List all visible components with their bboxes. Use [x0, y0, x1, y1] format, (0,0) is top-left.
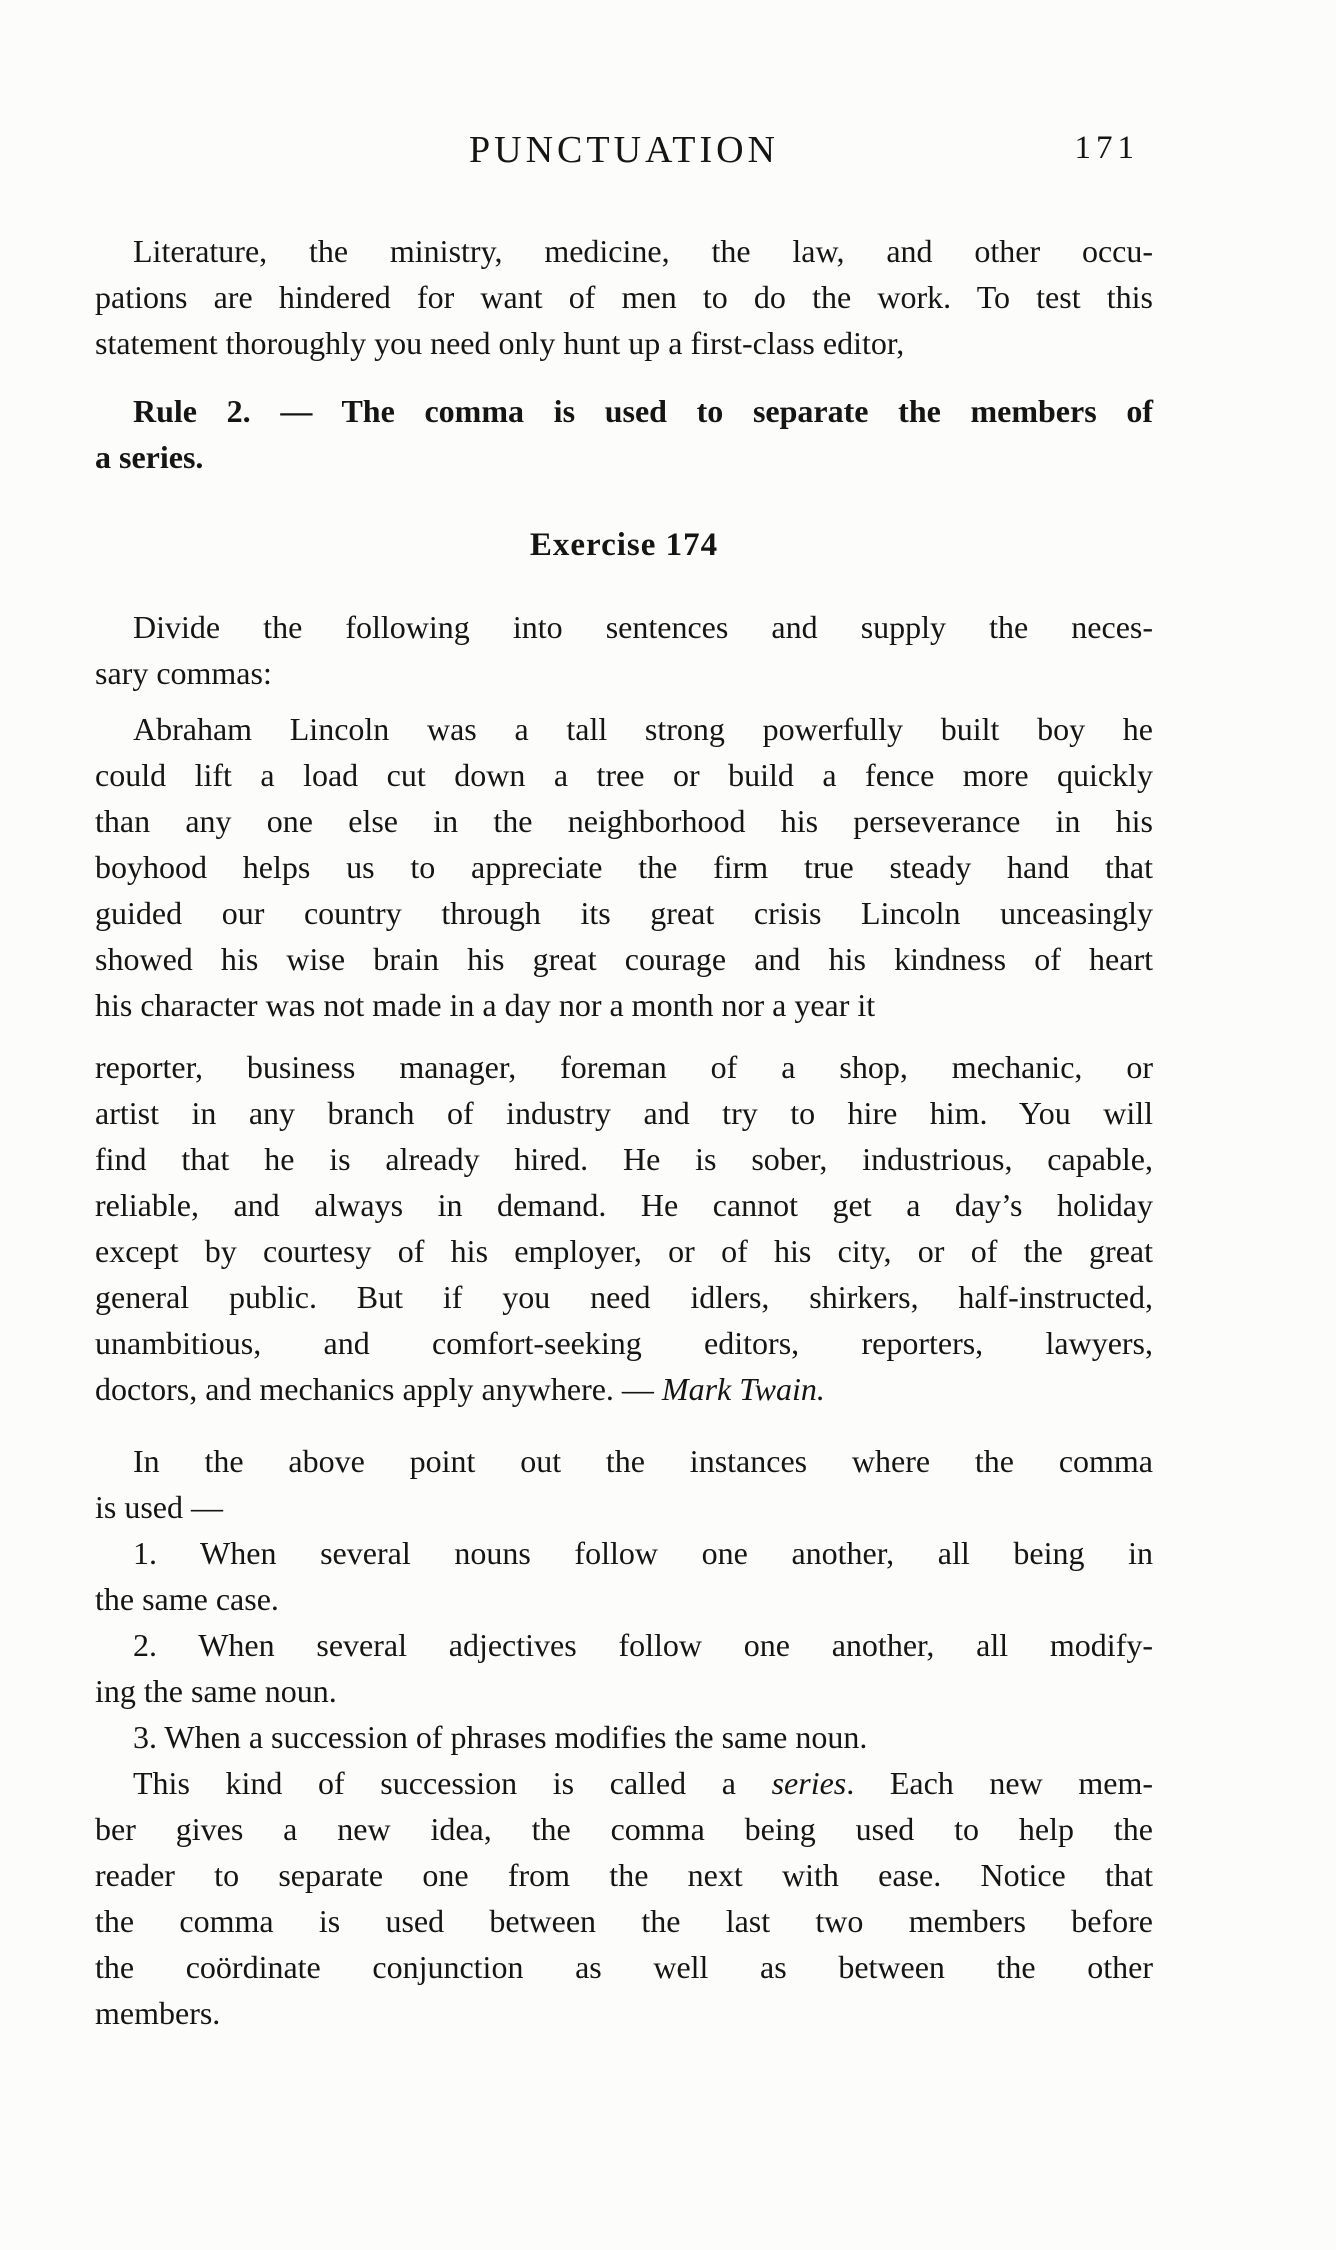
usage-item-3 — [95, 1714, 1153, 1760]
text-line: In the above point out the instances where the comma — [133, 1443, 1153, 1479]
text-line: reliable, and always in demand. He cannot get a day’s holiday — [95, 1187, 1153, 1223]
text-line: is used — — [95, 1489, 223, 1525]
text-column — [95, 128, 1153, 2036]
text-line: reporter, business manager, foreman of a shop, mechanic, or — [95, 1049, 1153, 1085]
page-title: PUNCTUATION — [469, 129, 779, 171]
page-number: 171 — [1074, 130, 1139, 166]
text-line: 1. When several nouns follow one another, all being in — [133, 1535, 1153, 1571]
text-line: general public. But if you need idlers, shirkers, half-instructed, — [95, 1279, 1153, 1315]
text-line: ing the same noun. — [95, 1673, 337, 1709]
text-line: 2. When several adjectives follow one another, all modify- — [133, 1627, 1153, 1663]
series-explanation-paragraph — [95, 1760, 1153, 2036]
twain-quotation-paragraph — [95, 1044, 1153, 1412]
text-line: artist in any branch of industry and try to hire him. You will — [95, 1095, 1153, 1131]
text-line: 3. When a succession of phrases modifies the same noun. — [133, 1719, 868, 1755]
text-line: This kind of succession is called a series. Each new mem- — [133, 1765, 1154, 1801]
text-line: statement thoroughly you need only hunt up a first-class editor, — [95, 325, 905, 361]
text-line: Rule 2. — The comma is used to separate the members of — [133, 393, 1153, 429]
exercise-heading: Exercise 174 — [529, 527, 719, 563]
text-line: sary commas: — [95, 655, 272, 691]
text-line: the coördinate conjunction as well as between the other — [95, 1949, 1153, 1985]
text-line: Abraham Lincoln was a tall strong powerfully built boy he — [133, 711, 1153, 747]
text-line: a series. — [95, 439, 204, 475]
text-line: unambitious, and comfort-seeking editors, reporters, lawyers, — [95, 1325, 1153, 1361]
text-line: showed his wise brain his great courage and his kindness of heart — [95, 941, 1153, 977]
text-line: Literature, the ministry, medicine, the law, and other occu- — [133, 233, 1153, 269]
text-line: ber gives a new idea, the comma being used to help the — [95, 1811, 1153, 1847]
text-line: the same case. — [95, 1581, 279, 1617]
text-line: boyhood helps us to appreciate the firm true steady hand that — [95, 849, 1153, 885]
text-line: except by courtesy of his employer, or of his city, or of the great — [95, 1233, 1153, 1269]
usage-item-2 — [95, 1622, 1153, 1714]
book-page — [0, 128, 1336, 2250]
usage-item-1 — [95, 1530, 1153, 1622]
text-line: the comma is used between the last two members before — [95, 1903, 1153, 1939]
comma-usage-intro-paragraph — [95, 1438, 1153, 1530]
intro-paragraph — [95, 228, 1153, 366]
text-line: guided our country through its great crisis Lincoln unceasingly — [95, 895, 1153, 931]
rule-2-paragraph — [95, 388, 1153, 480]
text-line: than any one else in the neighborhood his perseverance in his — [95, 803, 1153, 839]
text-line: his character was not made in a day nor a month nor a year it — [95, 987, 876, 1023]
page-header — [95, 128, 1153, 176]
lincoln-exercise-paragraph — [95, 706, 1153, 1028]
text-line: find that he is already hired. He is sober, industrious, capable, — [95, 1141, 1153, 1177]
text-line: members. — [95, 1995, 221, 2031]
text-line: doctors, and mechanics apply anywhere. — Mark Twain. — [95, 1371, 825, 1407]
text-line: reader to separate one from the next with ease. Notice that — [95, 1857, 1153, 1893]
instruction-paragraph — [95, 604, 1153, 696]
text-line: Divide the following into sentences and supply the neces- — [133, 609, 1153, 645]
text-line: could lift a load cut down a tree or build a fence more quickly — [95, 757, 1153, 793]
text-line: pations are hindered for want of men to do the work. To test this — [95, 279, 1153, 315]
